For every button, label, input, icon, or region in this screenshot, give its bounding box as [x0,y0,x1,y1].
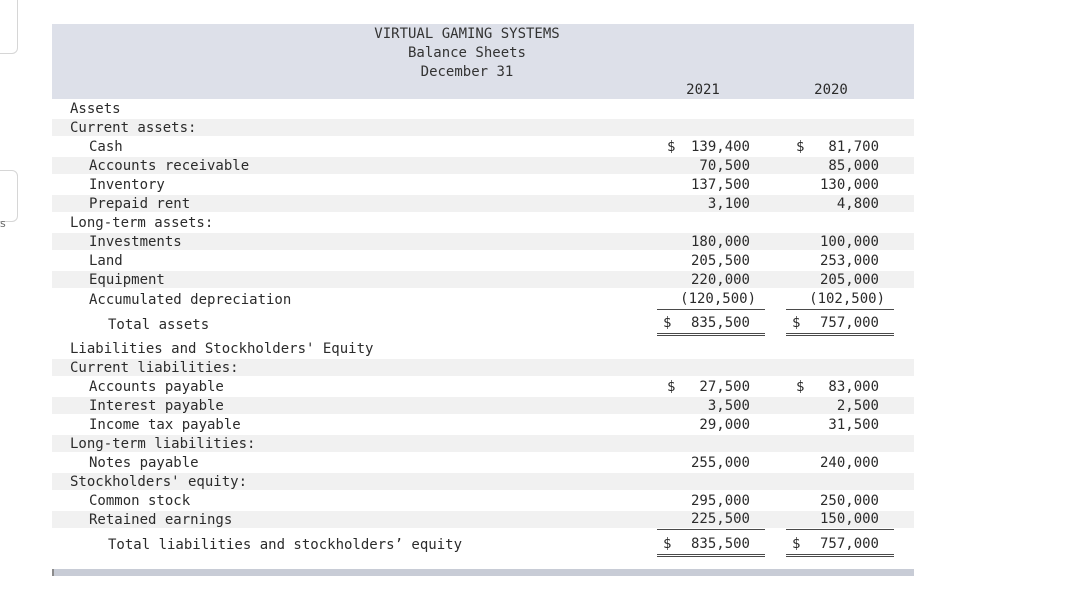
accumulated-depreciation-2020-value: (102,500) [809,291,885,307]
side-card-top [0,0,18,54]
inventory-2021-value: 137,500 [690,177,750,193]
company-name: VIRTUAL GAMING SYSTEMS [374,26,560,42]
land-2020 [786,253,894,271]
prepaid-rent-2020 [786,196,894,214]
accounts-payable-2020 [786,379,894,397]
investments-2020-value: 100,000 [819,234,879,250]
liabilities-equity-heading: Liabilities and Stockholders' Equity [70,341,374,357]
stockholders-equity-heading: Stockholders' equity: [70,474,248,490]
current-liabilities-heading: Current liabilities: [70,360,239,376]
interest-payable-2020-value: 2,500 [836,398,879,414]
retained-earnings-2021 [657,511,765,530]
current-assets-heading: Current assets: [70,120,197,136]
income-tax-payable-2021-value: 29,000 [699,417,750,433]
income-tax-payable-label: Income tax payable [89,417,241,433]
currency-symbol: $ [663,536,672,552]
common-stock-2020-value: 250,000 [819,493,879,509]
accumulated-depreciation-2021 [657,291,765,310]
income-tax-payable-2020 [786,417,894,435]
income-tax-payable-2020-value: 31,500 [828,417,879,433]
total-liabilities-equity-2020-value: 757,000 [819,536,879,552]
inventory-2020-value: 130,000 [819,177,879,193]
statement-title: Balance Sheets [407,45,526,61]
notes-payable-2020 [786,455,894,473]
side-card-middle [0,170,18,222]
prepaid-rent-label: Prepaid rent [89,196,191,212]
long-term-assets-heading: Long-term assets: [70,215,214,231]
long-term-liabilities-heading: Long-term liabilities: [70,436,256,452]
cash-2021 [657,139,765,157]
cash-2020-value: 81,700 [828,139,879,155]
prepaid-rent-2020-value: 4,800 [836,196,879,212]
currency-symbol: $ [796,139,805,155]
balance-sheet [52,24,914,576]
accumulated-depreciation-label: Accumulated depreciation [89,292,292,308]
notes-payable-2021 [657,455,765,473]
total-liabilities-equity-2021-value: 835,500 [690,536,750,552]
accounts-payable-2020-value: 83,000 [828,379,879,395]
retained-earnings-2021-value: 225,500 [690,511,750,527]
total-assets-label: Total assets [108,317,210,333]
land-2021-value: 205,500 [690,253,750,269]
year-2021-header: 2021 [686,82,720,98]
equipment-2021 [657,272,765,290]
investments-2020 [786,234,894,252]
accounts-receivable-label: Accounts receivable [89,158,250,174]
equipment-2020 [786,272,894,290]
side-fragment-char: s [0,217,6,230]
accounts-receivable-2021-value: 70,500 [699,158,750,174]
retained-earnings-label: Retained earnings [89,512,233,528]
land-2021 [657,253,765,271]
accounts-receivable-2020-value: 85,000 [828,158,879,174]
inventory-2020 [786,177,894,195]
retained-earnings-2020-value: 150,000 [819,511,879,527]
notes-payable-2021-value: 255,000 [690,455,750,471]
common-stock-2021 [657,493,765,511]
common-stock-label: Common stock [89,493,191,509]
investments-2021-value: 180,000 [690,234,750,250]
total-liabilities-equity-2021 [657,536,765,557]
year-2020-header: 2020 [814,82,848,98]
currency-symbol: $ [667,379,676,395]
income-tax-payable-2021 [657,417,765,435]
table-bottom-bar [52,569,914,576]
accumulated-depreciation-2020 [786,291,894,310]
accounts-receivable-2020 [786,158,894,176]
currency-symbol: $ [667,139,676,155]
investments-label: Investments [89,234,182,250]
prepaid-rent-2021-value: 3,100 [707,196,750,212]
total-assets-2020 [786,315,894,336]
prepaid-rent-2021 [657,196,765,214]
land-2020-value: 253,000 [819,253,879,269]
cash-label: Cash [89,139,123,155]
accounts-payable-2021-value: 27,500 [699,379,750,395]
accumulated-depreciation-2021-value: (120,500) [680,291,756,307]
statement-date: December 31 [420,64,514,80]
common-stock-2021-value: 295,000 [690,493,750,509]
interest-payable-2021-value: 3,500 [707,398,750,414]
total-liabilities-equity-label: Total liabilities and stockholders’ equity [108,537,463,553]
equipment-2021-value: 220,000 [690,272,750,288]
accounts-receivable-2021 [657,158,765,176]
cash-2021-value: 139,400 [690,139,750,155]
inventory-2021 [657,177,765,195]
notes-payable-label: Notes payable [89,455,199,471]
land-label: Land [89,253,123,269]
investments-2021 [657,234,765,252]
total-assets-2020-value: 757,000 [819,315,879,331]
interest-payable-label: Interest payable [89,398,224,414]
equipment-label: Equipment [89,272,165,288]
interest-payable-2020 [786,398,894,416]
interest-payable-2021 [657,398,765,416]
currency-symbol: $ [792,315,801,331]
inventory-label: Inventory [89,177,165,193]
row-stripe [52,271,914,288]
accounts-payable-label: Accounts payable [89,379,224,395]
currency-symbol: $ [792,536,801,552]
notes-payable-2020-value: 240,000 [819,455,879,471]
equipment-2020-value: 205,000 [819,272,879,288]
assets-heading: Assets [70,101,121,117]
currency-symbol: $ [796,379,805,395]
total-liabilities-equity-2020 [786,536,894,557]
retained-earnings-2020 [786,511,894,530]
common-stock-2020 [786,493,894,511]
total-assets-2021-value: 835,500 [690,315,750,331]
cash-2020 [786,139,894,157]
total-assets-2021 [657,315,765,336]
accounts-payable-2021 [657,379,765,397]
currency-symbol: $ [663,315,672,331]
